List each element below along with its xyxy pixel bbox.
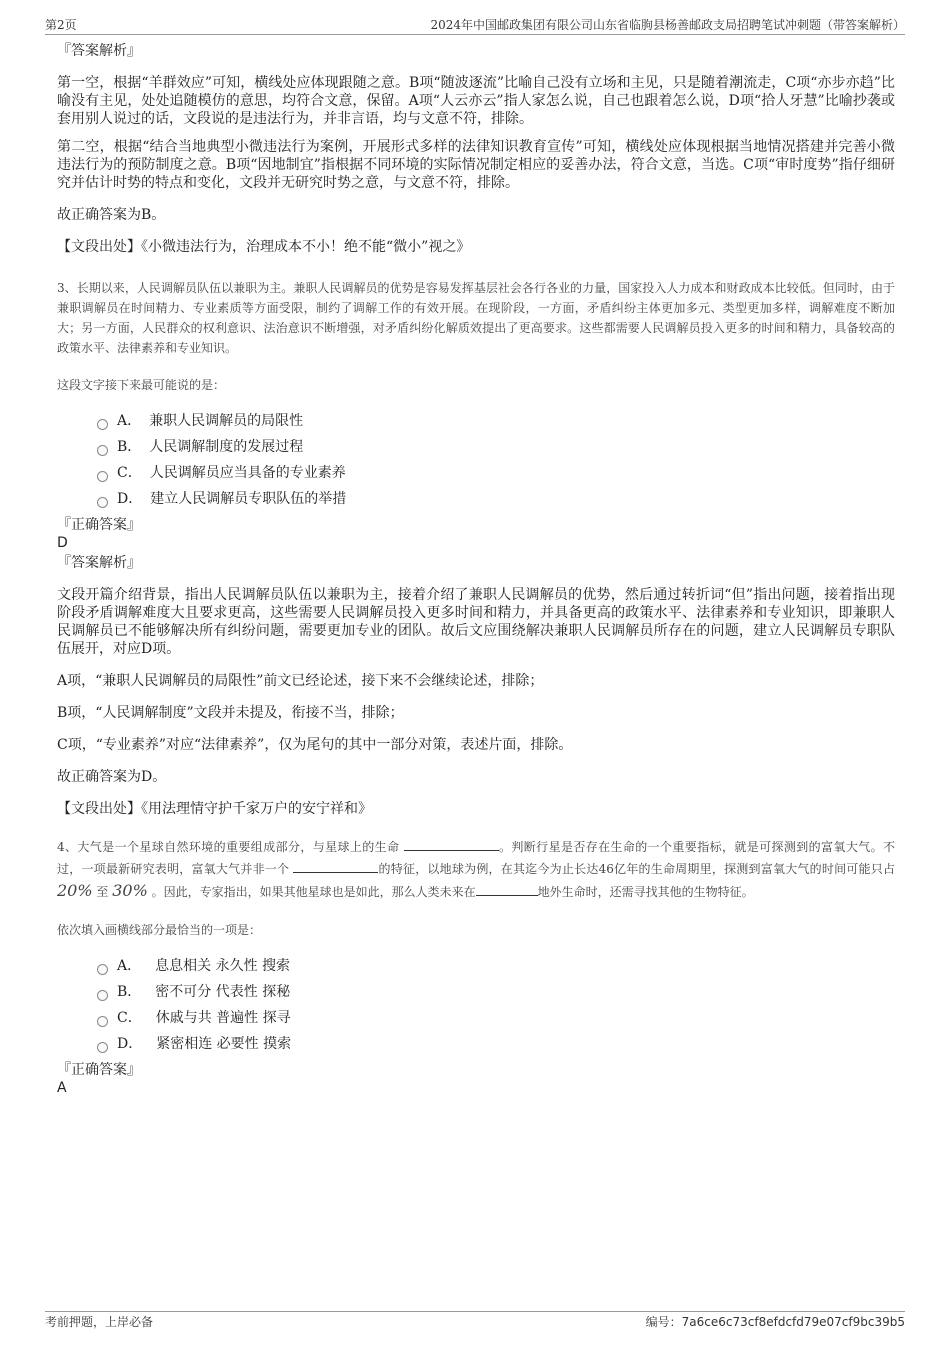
fill-blank-1[interactable] [404,837,499,851]
option-letter: D． [117,1036,143,1052]
correct-answer: A [57,1080,67,1096]
passage-source: 【文段出处】《小微违法行为，治理成本不小！绝不能“微小”视之》 [57,239,471,255]
option-c[interactable] [97,460,895,486]
footer-divider [45,1311,905,1312]
radio-button[interactable] [97,990,108,1001]
option-text: 人民调解制度的发展过程 [149,439,304,455]
option-letter: C． [117,1010,142,1026]
fill-blank-3[interactable] [476,882,538,896]
page-number: 第2页 [45,18,77,32]
question-3-options [97,408,895,512]
radio-button[interactable] [97,445,108,456]
question-4-options [97,953,895,1057]
analysis-paragraph: 文段开篇介绍背景，指出人民调解员队伍以兼职为主，接着介绍了兼职人民调解员的优势，然后通过转折词“但”指出问题，接着指出现阶段矛盾调解难度大且要求更高，这些需要人民调解员投入更多时间和精力，并具备更高的政策水平、法律素养和专业知识，即兼职人民调解员已不能够解决所有纠纷问题，需要更加专业的团队。故后文应围绕解决兼职人民调解员所存在的问题，建立人民调解员专职队伍展开，对应D项。 [57,587,895,657]
analysis-paragraph: 第二空，根据“结合当地典型小微违法行为案例，开展形式多样的法律知识教育宣传”可知，横线处应体现根据当地情况搭建并完善小微违法行为的预防制度之意。B项“因地制宜”指根据不同环境的实际情况制定相应的妥善办法，符合文意，当选。C项“审时度势”指仔细研究并估计时势的特点和变化，文段并无研究时势之意，与文意不符，排除。 [57,139,895,191]
stem-text: 。判断行星是否存在生命的一个重要指标，就是可探测到的富氧大气。不过，一项最新研究表明，富氧大气并非一个 [57,840,895,876]
analysis-conclusion: 故正确答案为B。 [57,207,166,223]
document-id: 编号：7a6ce6c73cf8efdcfd79e07cf9bc39b5 [645,1315,905,1329]
radio-button[interactable] [97,964,108,975]
radio-button[interactable] [97,419,108,430]
option-letter: A． [117,958,142,974]
option-letter: B． [117,984,142,1000]
option-b[interactable] [97,979,895,1005]
correct-answer: D [57,535,68,551]
question-3-prompt: 这段文字接下来最可能说的是： [57,378,226,392]
option-text: 休戚与共 普遍性 探寻 [155,1010,291,1026]
passage-source: 【文段出处】《用法理情守护千家万户的安宁祥和》 [57,801,372,817]
option-text: 兼职人民调解员的局限性 [149,413,304,429]
stem-text: 4、大气是一个星球自然环境的重要组成部分，与星球上的生命 [57,840,400,854]
question-4-prompt: 依次填入画横线部分最恰当的一项是： [57,923,262,937]
stem-text: 。因此，专家指出，如果其他星球也是如此，那么人类未来在 [151,885,476,899]
math-percent: 30% [112,881,148,900]
option-text: 建立人民调解员专职队伍的举措 [150,491,347,507]
option-text: 密不可分 代表性 探秘 [155,984,291,1000]
radio-button[interactable] [97,1016,108,1027]
footer-slogan: 考前押题，上岸必备 [45,1315,154,1329]
math-percent: 20% [57,881,93,900]
analysis-paragraph: B项，“人民调解制度”文段并未提及，衔接不当，排除； [57,705,404,721]
correct-answer-heading: 『正确答案』 [57,1062,141,1078]
option-a[interactable] [97,408,895,434]
question-3-stem: 3、长期以来，人民调解员队伍以兼职为主。兼职人民调解员的优势是容易发挥基层社会各行各业的力量，国家投入人力成本和财政成本比较低。但同时，由于兼职调解员在时间精力、专业素质等方面受限，制约了调解工作的有效开展。在现阶段，一方面，矛盾纠纷主体更加多元、类型更加多样，调解难度不断加大；另一方面，人民群众的权利意识、法治意识不断增强，对矛盾纠纷化解质效提出了更高要求。这些都需要人民调解员投入更多的时间和精力，具备较高的政策水平、法律素养和专业知识。 [57,281,895,355]
answer-analysis-heading: 『答案解析』 [57,555,141,571]
document-title: 2024年中国邮政集团有限公司山东省临朐县杨善邮政支局招聘笔试冲刺题（带答案解析） [430,18,905,32]
option-d[interactable] [97,486,895,512]
option-text: 息息相关 永久性 搜索 [155,958,291,974]
radio-button[interactable] [97,471,108,482]
analysis-paragraph: C项，“专业素养”对应“法律素养”，仅为尾句的其中一部分对策，表述片面，排除。 [57,737,573,753]
option-letter: C． [117,465,142,481]
page-content [57,42,895,1097]
analysis-conclusion: 故正确答案为D。 [57,769,167,785]
fill-blank-2[interactable] [293,859,378,873]
radio-button[interactable] [97,497,108,508]
radio-button[interactable] [97,1042,108,1053]
correct-answer-heading: 『正确答案』 [57,517,141,533]
analysis-paragraph: 第一空，根据“羊群效应”可知，横线处应体现跟随之意。B项“随波逐流”比喻自己没有立场和主见，只是随着潮流走，C项“亦步亦趋”比喻没有主见，处处追随模仿的意思，均符合文意，保留。A项“人云亦云”指人家怎么说，自己也跟着怎么说，D项“拾人牙慧”比喻抄袭或套用别人说过的话，文段说的是违法行为，并非言语，均与文意不符，排除。 [57,75,895,127]
stem-text: 地外生命时，还需寻找其他的生物特征。 [537,885,754,899]
option-letter: A． [117,413,142,429]
option-d[interactable] [97,1031,895,1057]
analysis-paragraph: A项，“兼职人民调解员的局限性”前文已经论述，接下来不会继续论述，排除； [57,673,544,689]
option-a[interactable] [97,953,895,979]
option-text: 人民调解员应当具备的专业素养 [149,465,346,481]
answer-analysis-heading: 『答案解析』 [57,43,141,59]
question-4-stem [57,836,895,903]
option-c[interactable] [97,1005,895,1031]
option-text: 紧密相连 必要性 摸索 [156,1036,292,1052]
option-b[interactable] [97,434,895,460]
option-letter: B． [117,439,142,455]
page-header [45,14,905,35]
stem-text: 的特征，以地球为例，在其迄今为止长达46亿年的生命周期里，探测到富氧大气的时间可能只占 [378,862,895,876]
option-letter: D． [117,491,143,507]
stem-text: 至 [96,885,109,899]
